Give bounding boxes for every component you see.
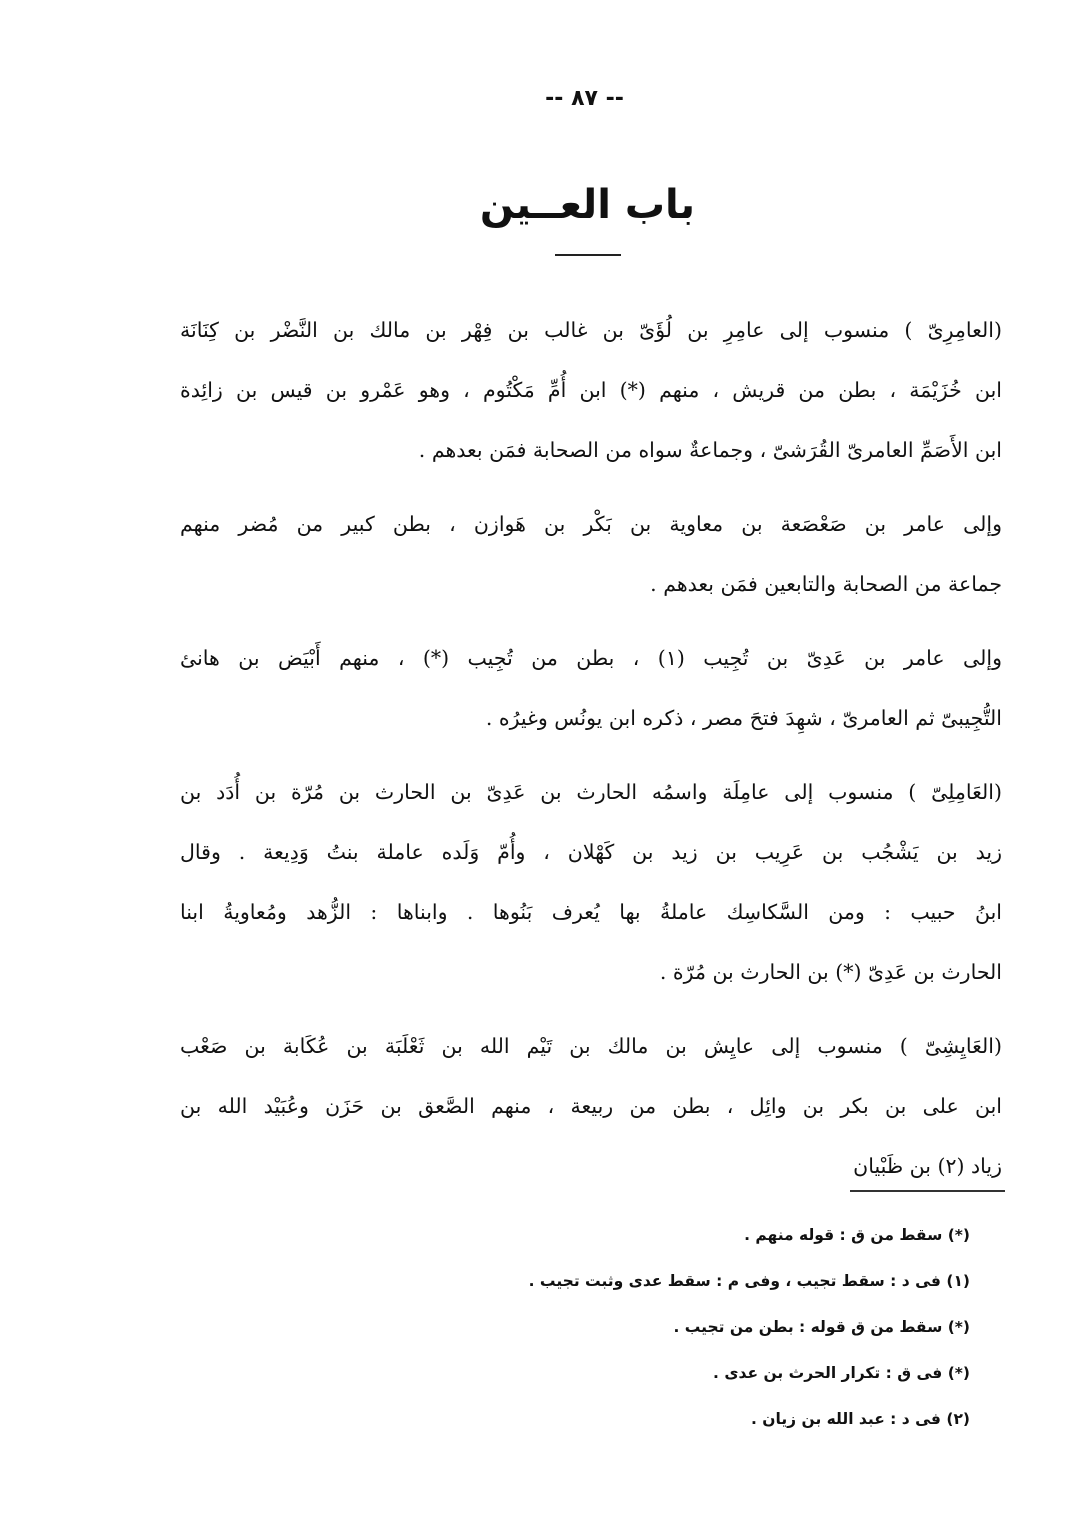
footnote: (١) فى د : سقط تجيب ، وفى م : سقط عدى وثبت تجيب . — [528, 1272, 970, 1290]
footnotes — [300, 1212, 970, 1442]
chapter-heading: باب العــين — [479, 182, 696, 228]
body-text — [180, 300, 1002, 1210]
text-line: الحارث بن عَدِىّ (*) بن الحارث بن مُرّة . — [659, 960, 1002, 984]
text-line: وإلى عامر بن عَدِىّ بن تُجِيب (١) ، بطن من تُجِيب (*) ، منهم أَبْيَض بن هانئ — [180, 646, 1002, 670]
text-line: ابن على بن بكر بن وائِل ، بطن من ربيعة ، منهم الصَّعق بن حَزَن وعُبَيْد الله بن — [180, 1094, 1002, 1118]
text-line: ابن خُزَيْمَة ، بطن من قريش ، منهم (*) ابن أُمِّ مَكْتُوم ، وهو عَمْرو بن قيس بن زائِدة — [180, 378, 1002, 402]
text-line: التُّجِيبىّ ثم العامرىّ ، شهِدَ فتحَ مصر ، ذكره ابن يونُس وغيرُه . — [485, 706, 1002, 730]
text-line: (العَايِشِىّ ) منسوب إلى عايِش بن مالك بن تَيْم الله بن ثَعْلَبَة بن عُكَابة بن صَعْب — [180, 1034, 1002, 1058]
entry-ayishi — [180, 1016, 1002, 1196]
footnote: (*) سقط من ق قوله : بطن من تجيب . — [673, 1318, 970, 1336]
entry-amir-sasaa — [180, 494, 1002, 614]
footnote-separator — [850, 1190, 1005, 1192]
footnote: (*) فى ق : تكرار الحرث بن عدى . — [713, 1364, 970, 1382]
page-number: -- ٨٧ -- — [545, 86, 624, 111]
text-line: ابنُ حبيب : ومن السَّكاسِك عاملةُ بها يُعرف بَنُوها . وابناها : الزُّهد ومُعاويةُ ابنا — [180, 900, 1002, 924]
text-line: زياد (٢) بن ظَبْيان — [853, 1154, 1002, 1178]
entry-amir-adi — [180, 628, 1002, 748]
text-line: (العامِرِىّ ) منسوب إلى عامِرِ بن لُؤَىّ بن غالب بن فِهْر بن مالك بن النَّضْر بن كِنَانَة — [180, 318, 1002, 342]
text-line: زيد بن يَشْجُب بن عَرِيب بن زيد بن كَهْلان ، وأُمّ وَلَده عاملة بنتُ وَدِيعة . وقال — [180, 840, 1002, 864]
text-line: (العَامِلِىّ ) منسوب إلى عامِلَة واسمُه الحارث بن عَدِىّ بن الحارث بن مُرّة بن أُدَد بن — [180, 780, 1002, 804]
heading-underline — [555, 254, 621, 256]
text-line: وإلى عامر بن صَعْصَعة بن معاوية بن بَكْر بن هَوازن ، بطن كبير من مُضر منهم — [180, 512, 1002, 536]
text-line: ابن الأَصَمِّ العامرىّ القُرَشىّ ، وجماعةٌ سواه من الصحابة فمَن بعدهم . — [418, 438, 1002, 462]
footnote: (٢) فى د : عبد الله بن زيان . — [751, 1410, 970, 1428]
entry-amili — [180, 762, 1002, 1002]
entry-amiri — [180, 300, 1002, 480]
footnote: (*) سقط من ق : قوله منهم . — [744, 1226, 970, 1244]
text-line: جماعة من الصحابة والتابعين فمَن بعدهم . — [650, 572, 1002, 596]
